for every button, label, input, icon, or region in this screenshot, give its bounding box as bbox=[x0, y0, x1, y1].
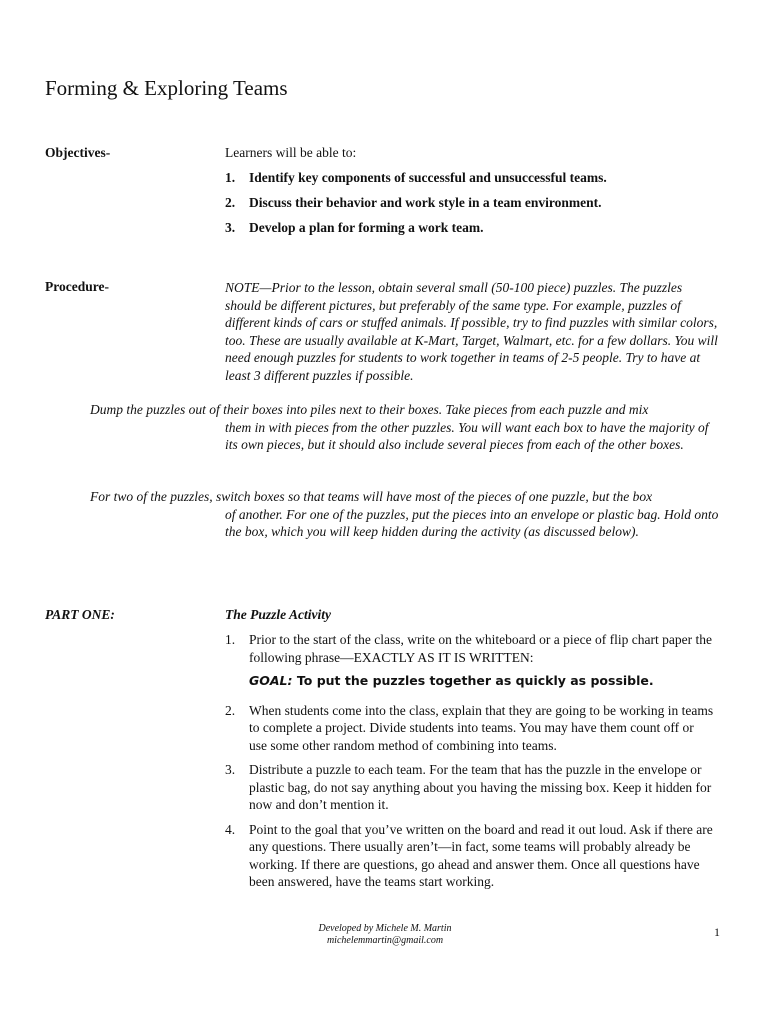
step-number: 3. bbox=[225, 762, 236, 777]
step-item bbox=[225, 761, 715, 814]
step-text: Point to the goal that you’ve written on the board and read it out loud. Ask if there are any questions. There usually aren’t—in fact, some teams will probably already be working. If there are questions, go ahead and answer them. Once all questions have been answered, have the teams start working. bbox=[249, 821, 713, 889]
step-text: When students come into the class, explain that they are going to be working in teams to complete a project. Divide students into teams. You may have them count off or use some other random method of combining into teams. bbox=[249, 702, 714, 753]
procedure-switch-first-line: For two of the puzzles, switch boxes so that teams will have most of the pieces of one puzzle, but the box bbox=[90, 489, 653, 504]
goal-label: GOAL: bbox=[249, 673, 293, 688]
objective-text: Develop a plan for forming a work team. bbox=[249, 220, 484, 235]
objective-number: 3. bbox=[225, 220, 236, 235]
objective-number: 2. bbox=[225, 195, 236, 210]
procedure-note: NOTE—Prior to the lesson, obtain several small (50-100 piece) puzzles. The puzzles should be different pictures, but preferably of the same type. For example, puzzles of different kinds of cars or stuffed animals. If possible, try to find puzzles with similar colors, too. These are usually available at K-Mart, Target, Walmart, etc. for a few dollars. You will need enough puzzles for students to work together in teams of 2-5 people. Try to have at least 3 different puzzles if possible. bbox=[225, 280, 718, 383]
objective-item bbox=[225, 219, 725, 244]
footer-author: Developed by Michele M. Martin bbox=[318, 923, 452, 934]
objective-text: Discuss their behavior and work style in a team environment. bbox=[249, 195, 602, 210]
page-title: Forming & Exploring Teams bbox=[45, 76, 288, 100]
page-footer bbox=[230, 923, 540, 947]
part-one-steps bbox=[225, 631, 715, 891]
objective-text: Identify key components of successful and unsuccessful teams. bbox=[249, 170, 607, 185]
step-text: Distribute a puzzle to each team. For the team that has the puzzle in the envelope or plastic bag, do not say anything about you having the missing box. Keep it hidden for now and don’t mention it. bbox=[249, 762, 712, 812]
procedure-dump-rest: them in with pieces from the other puzzles. You will want each box to have the majority of its own pieces, but it should also include several pieces from each of the other boxes. bbox=[225, 419, 709, 452]
procedure-label: Procedure- bbox=[45, 279, 109, 294]
part-one-label: PART ONE: bbox=[45, 607, 115, 622]
objectives-label: Objectives- bbox=[45, 145, 111, 160]
step-number: 1. bbox=[225, 632, 236, 647]
part-one-title: The Puzzle Activity bbox=[225, 607, 331, 622]
step-item bbox=[225, 821, 715, 891]
objective-item bbox=[225, 194, 725, 219]
goal-statement bbox=[249, 672, 715, 690]
objective-item bbox=[225, 169, 725, 194]
procedure-switch-paragraph bbox=[90, 488, 720, 541]
page-number: 1 bbox=[714, 925, 720, 939]
step-text: Prior to the start of the class, write on the whiteboard or a piece of flip chart paper the following phrase—EXACTLY AS IT IS WRITTEN: bbox=[249, 632, 712, 665]
procedure-dump-paragraph bbox=[90, 401, 720, 454]
footer-email: michelemmartin@gmail.com bbox=[326, 935, 444, 946]
objectives-list bbox=[225, 169, 725, 244]
procedure-switch-rest: of another. For one of the puzzles, put the pieces into an envelope or plastic bag. Hold onto the box, which you will keep hidden during the activity (as discussed below). bbox=[225, 506, 719, 539]
step-number: 4. bbox=[225, 821, 236, 837]
step-number: 2. bbox=[225, 702, 236, 718]
procedure-dump-first-line: Dump the puzzles out of their boxes into piles next to their boxes. Take pieces from each puzzle and mix bbox=[90, 402, 649, 417]
step-item bbox=[225, 702, 715, 755]
objective-number: 1. bbox=[225, 170, 236, 185]
goal-text: To put the puzzles together as quickly as possible. bbox=[296, 673, 654, 688]
objectives-intro: Learners will be able to: bbox=[225, 145, 357, 160]
step-item bbox=[225, 631, 715, 690]
